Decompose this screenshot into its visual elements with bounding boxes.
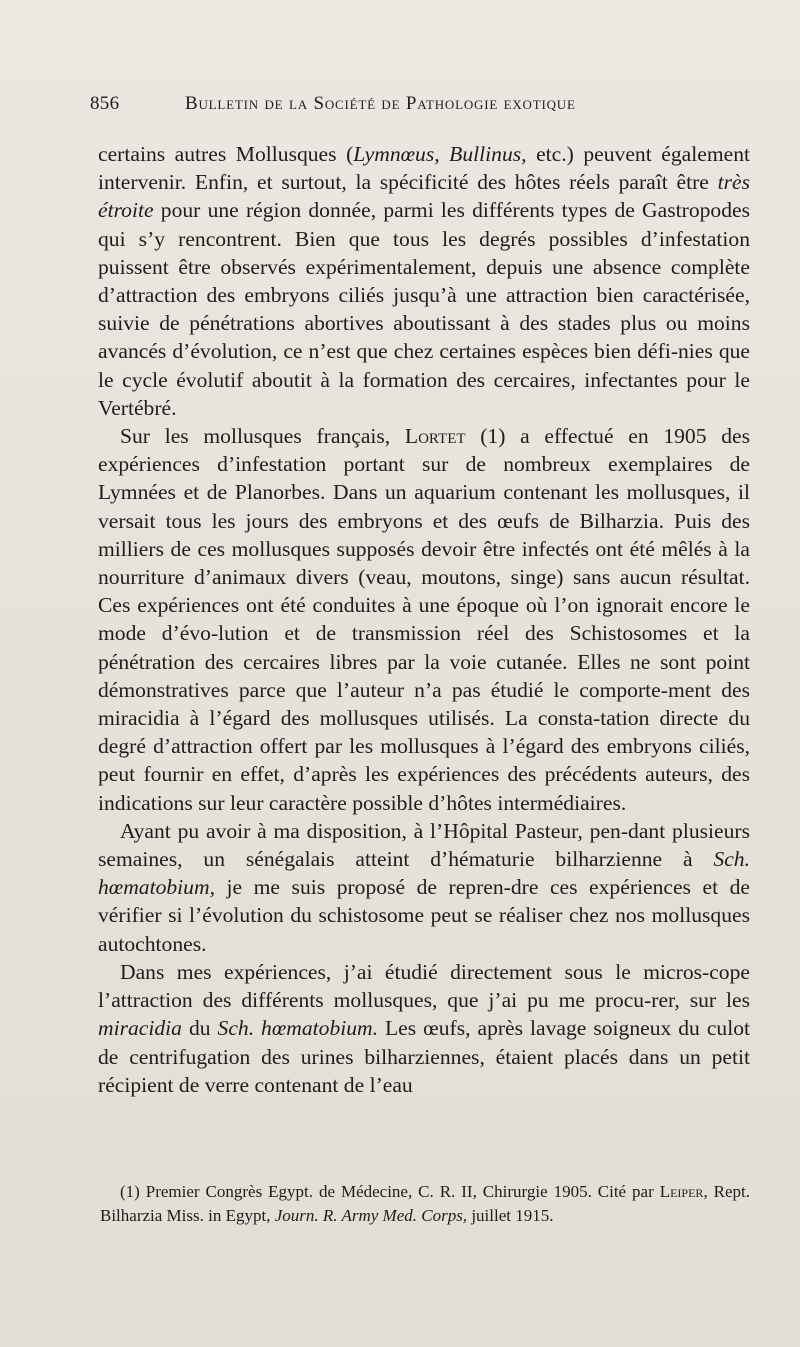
italic-segment: très étroite bbox=[98, 170, 750, 223]
text-segment: (1) a effectué en 1905 des expériences d’infestation portant sur de nombreux exemplaires de Lymnées et de Planorbes. Dans un aquarium contenant les mollusques, il versait tous les jours des embryons et des œufs de Bilharzia. Puis des milliers de ces mollusques supposés devoir être infectés ont été mêlés à la nourriture d’animaux divers (veau, moutons, singe) sans aucun résultat. Ces expériences ont été conduites à une époque où l’on ignorait encore le mode d’évo-lution et de transmission réel des Schistosomes et la pénétration des cercaires libres par la voie cutanée. Elles ne sont point démonstratives parce que l’auteur n’a pas étudié le comporte-ment des miracidia à l’égard des mollusques utilisés. La consta-tation directe du degré d’attraction offert par les mollusques à l’égard des embryons ciliés, peut fournir en effet, d’après les expériences des précédents auteurs, des indications sur leur caractère possible d’hôtes intermédiaires. bbox=[98, 424, 750, 815]
italic-segment: miracidia bbox=[98, 1016, 182, 1041]
text-segment: (1) Premier Congrès Egypt. de Médecine, C. R. II, Chirurgie 1905. Cité par bbox=[120, 1182, 660, 1201]
footnote bbox=[100, 1180, 750, 1228]
text-segment: , Rept. Bilharzia Miss. in Egypt, bbox=[100, 1182, 750, 1225]
text-segment: certains autres Mollusques ( bbox=[98, 142, 354, 166]
text-segment: Dans mes expériences, j’ai étudié directement sous le micros-cope l’attraction des différents mollusques, que j’ai pu me procu-rer, sur les bbox=[98, 959, 750, 1013]
text-segment: je me suis proposé de repren-dre ces expériences et de vérifier si l’évolution du schistosome peut se réaliser chez nos mollusques autochtones. bbox=[98, 875, 750, 956]
italic-segment: Journ. R. Army Med. Corps, bbox=[274, 1206, 468, 1225]
footnote-text bbox=[100, 1180, 750, 1228]
text-segment: Ayant pu avoir à ma disposition, à l’Hôpital Pasteur, pen-dant plusieurs semaines, un sénégalais atteint d’hématurie bilharzienne à bbox=[98, 818, 750, 872]
italic-segment: Lymnœus, Bullinus, bbox=[353, 142, 527, 166]
text-segment: du bbox=[181, 1016, 218, 1041]
text-segment: juillet 1915. bbox=[467, 1206, 554, 1225]
paragraph-1 bbox=[98, 140, 750, 422]
text-segment: Les œufs, après lavage soigneux du culot de centrifugation des urines bilharziennes, étaient placés dans un petit récipient de verre contenant de l’eau bbox=[98, 1016, 751, 1097]
text-segment: pour une région donnée, parmi les différents types de Gastropodes qui s’y rencontrent. Bien que tous les degrés possibles d’infestation puissent être observés expérimentalement, depuis une absence complète d’attraction des embryons ciliés jusqu’à une attraction bien caractérisée, suivie de pénétrations abortives aboutissant à des stades plus ou moins avancés d’évolution, ce n’est que chez certaines espèces bien défi-nies que le cycle évolutif aboutit à la formation des cercaires, infectantes pour le Vertébré. bbox=[98, 198, 750, 420]
text-segment: etc.) peuvent également intervenir. Enfin, et surtout, la spécificité des hôtes réels paraît être bbox=[98, 142, 750, 195]
paragraph-4 bbox=[98, 958, 750, 1099]
author-name: Lortet bbox=[404, 424, 466, 449]
author-name: Leiper bbox=[659, 1182, 704, 1201]
paragraph-2 bbox=[98, 422, 750, 817]
body-text bbox=[98, 140, 750, 1099]
page-number: 856 bbox=[90, 93, 120, 114]
italic-segment: Sch. hœmatobium. bbox=[217, 1016, 379, 1041]
italic-segment: Sch. hœmatobium, bbox=[98, 847, 750, 900]
running-title: Bulletin de la Société de Pathologie exotique bbox=[185, 93, 576, 114]
text-segment: Sur les mollusques français, bbox=[120, 424, 405, 449]
paragraph-3 bbox=[98, 817, 750, 958]
